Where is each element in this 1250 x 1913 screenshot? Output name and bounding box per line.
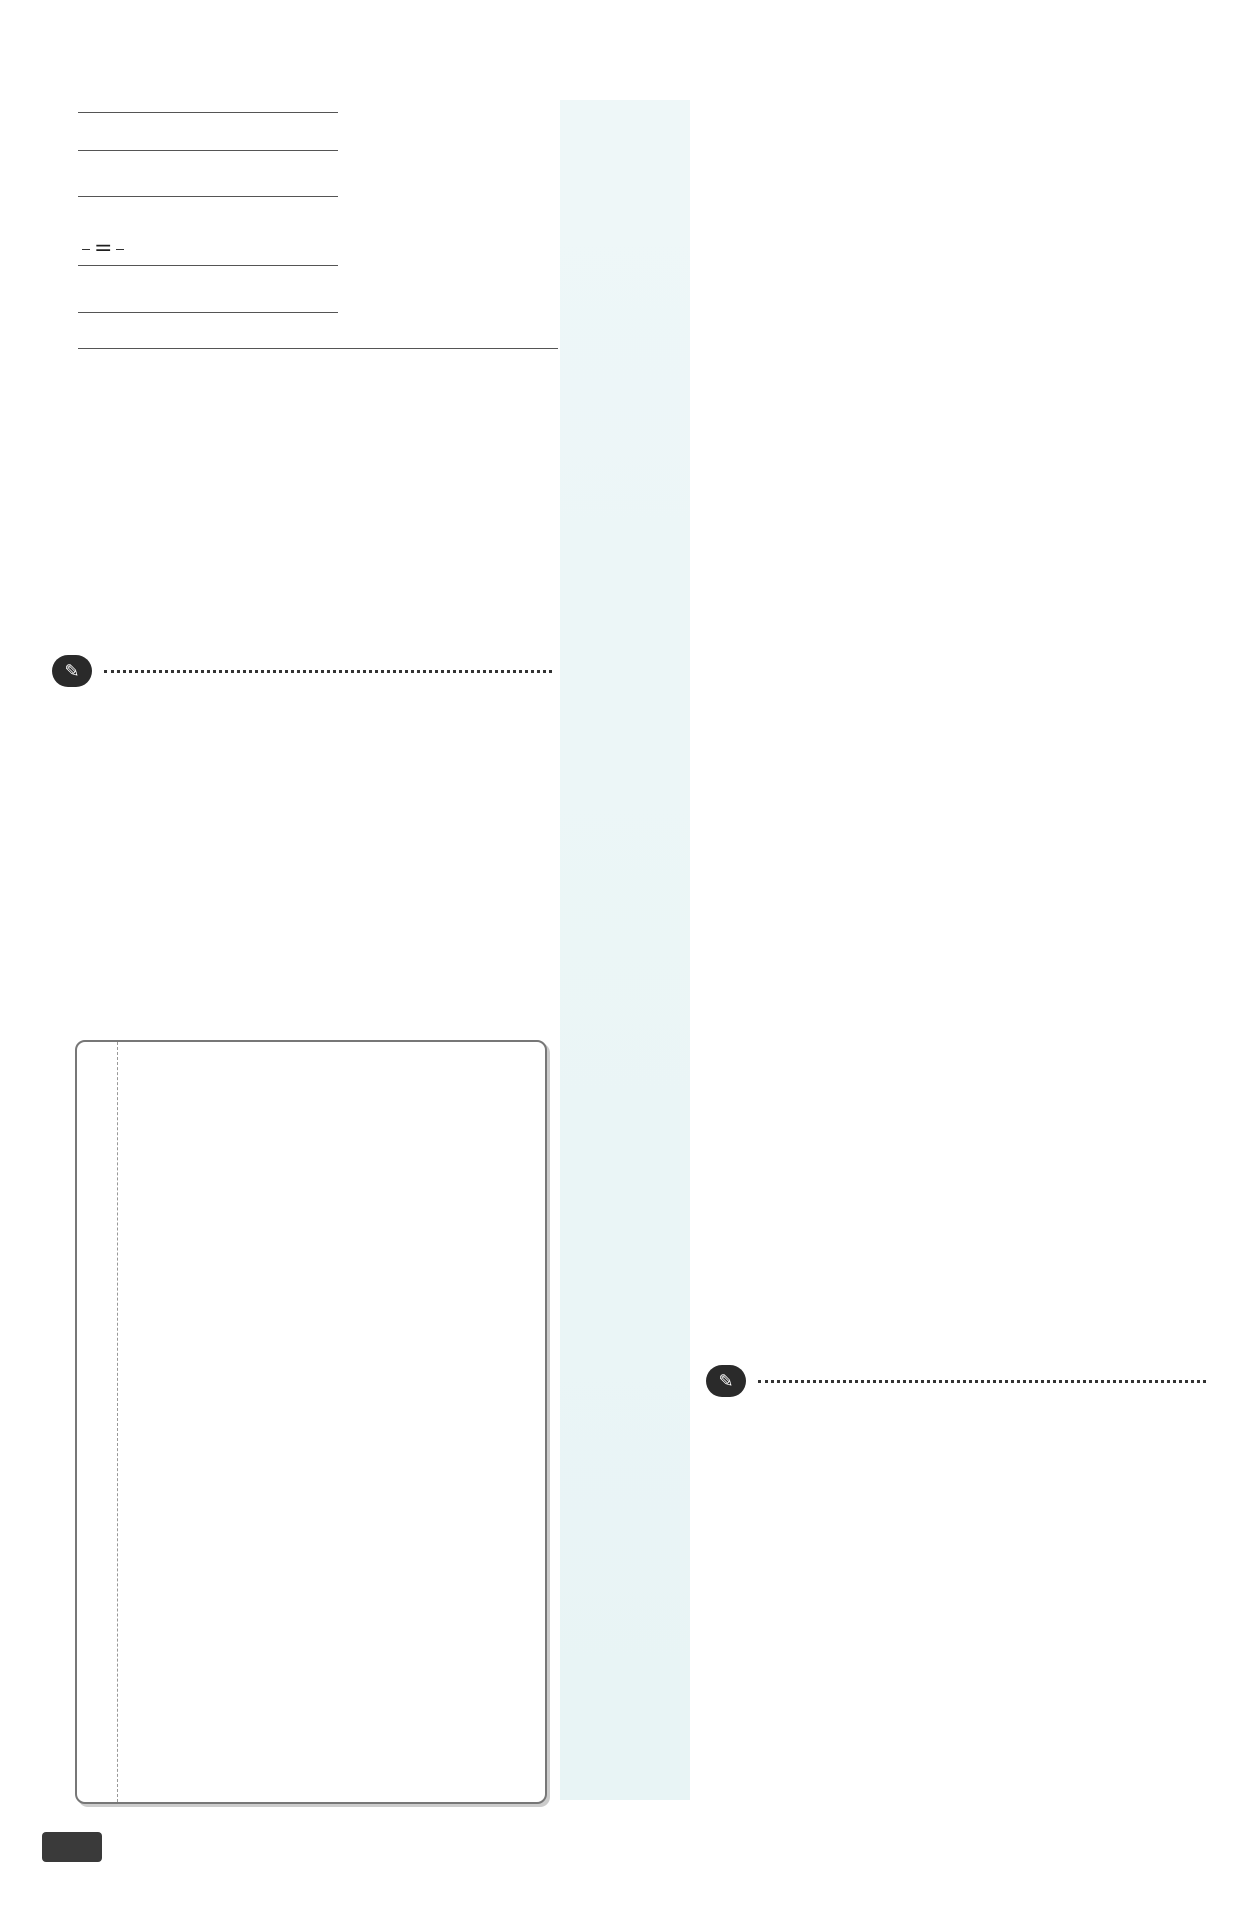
equation-proportion: =	[78, 236, 338, 266]
answer-line	[78, 348, 558, 349]
q2-analysis-table	[75, 1040, 547, 1804]
table-divider	[117, 1042, 118, 1802]
side-notes-strip	[560, 100, 690, 1800]
tag-basic	[52, 654, 552, 688]
frac1-num	[82, 249, 90, 250]
frac2-num	[116, 249, 124, 250]
pen-icon: ✎	[706, 1365, 746, 1397]
dotted-divider	[758, 1380, 1206, 1383]
equation-ratio-row-2	[78, 196, 338, 197]
equation-main	[78, 108, 338, 113]
dotted-divider	[104, 670, 552, 673]
page-header	[56, 58, 98, 82]
tag-advanced	[706, 1364, 1206, 1398]
equation-ratio-row-1	[78, 150, 338, 151]
page-number	[42, 1832, 102, 1862]
pen-icon: ✎	[52, 655, 92, 687]
equation-result	[78, 312, 338, 313]
